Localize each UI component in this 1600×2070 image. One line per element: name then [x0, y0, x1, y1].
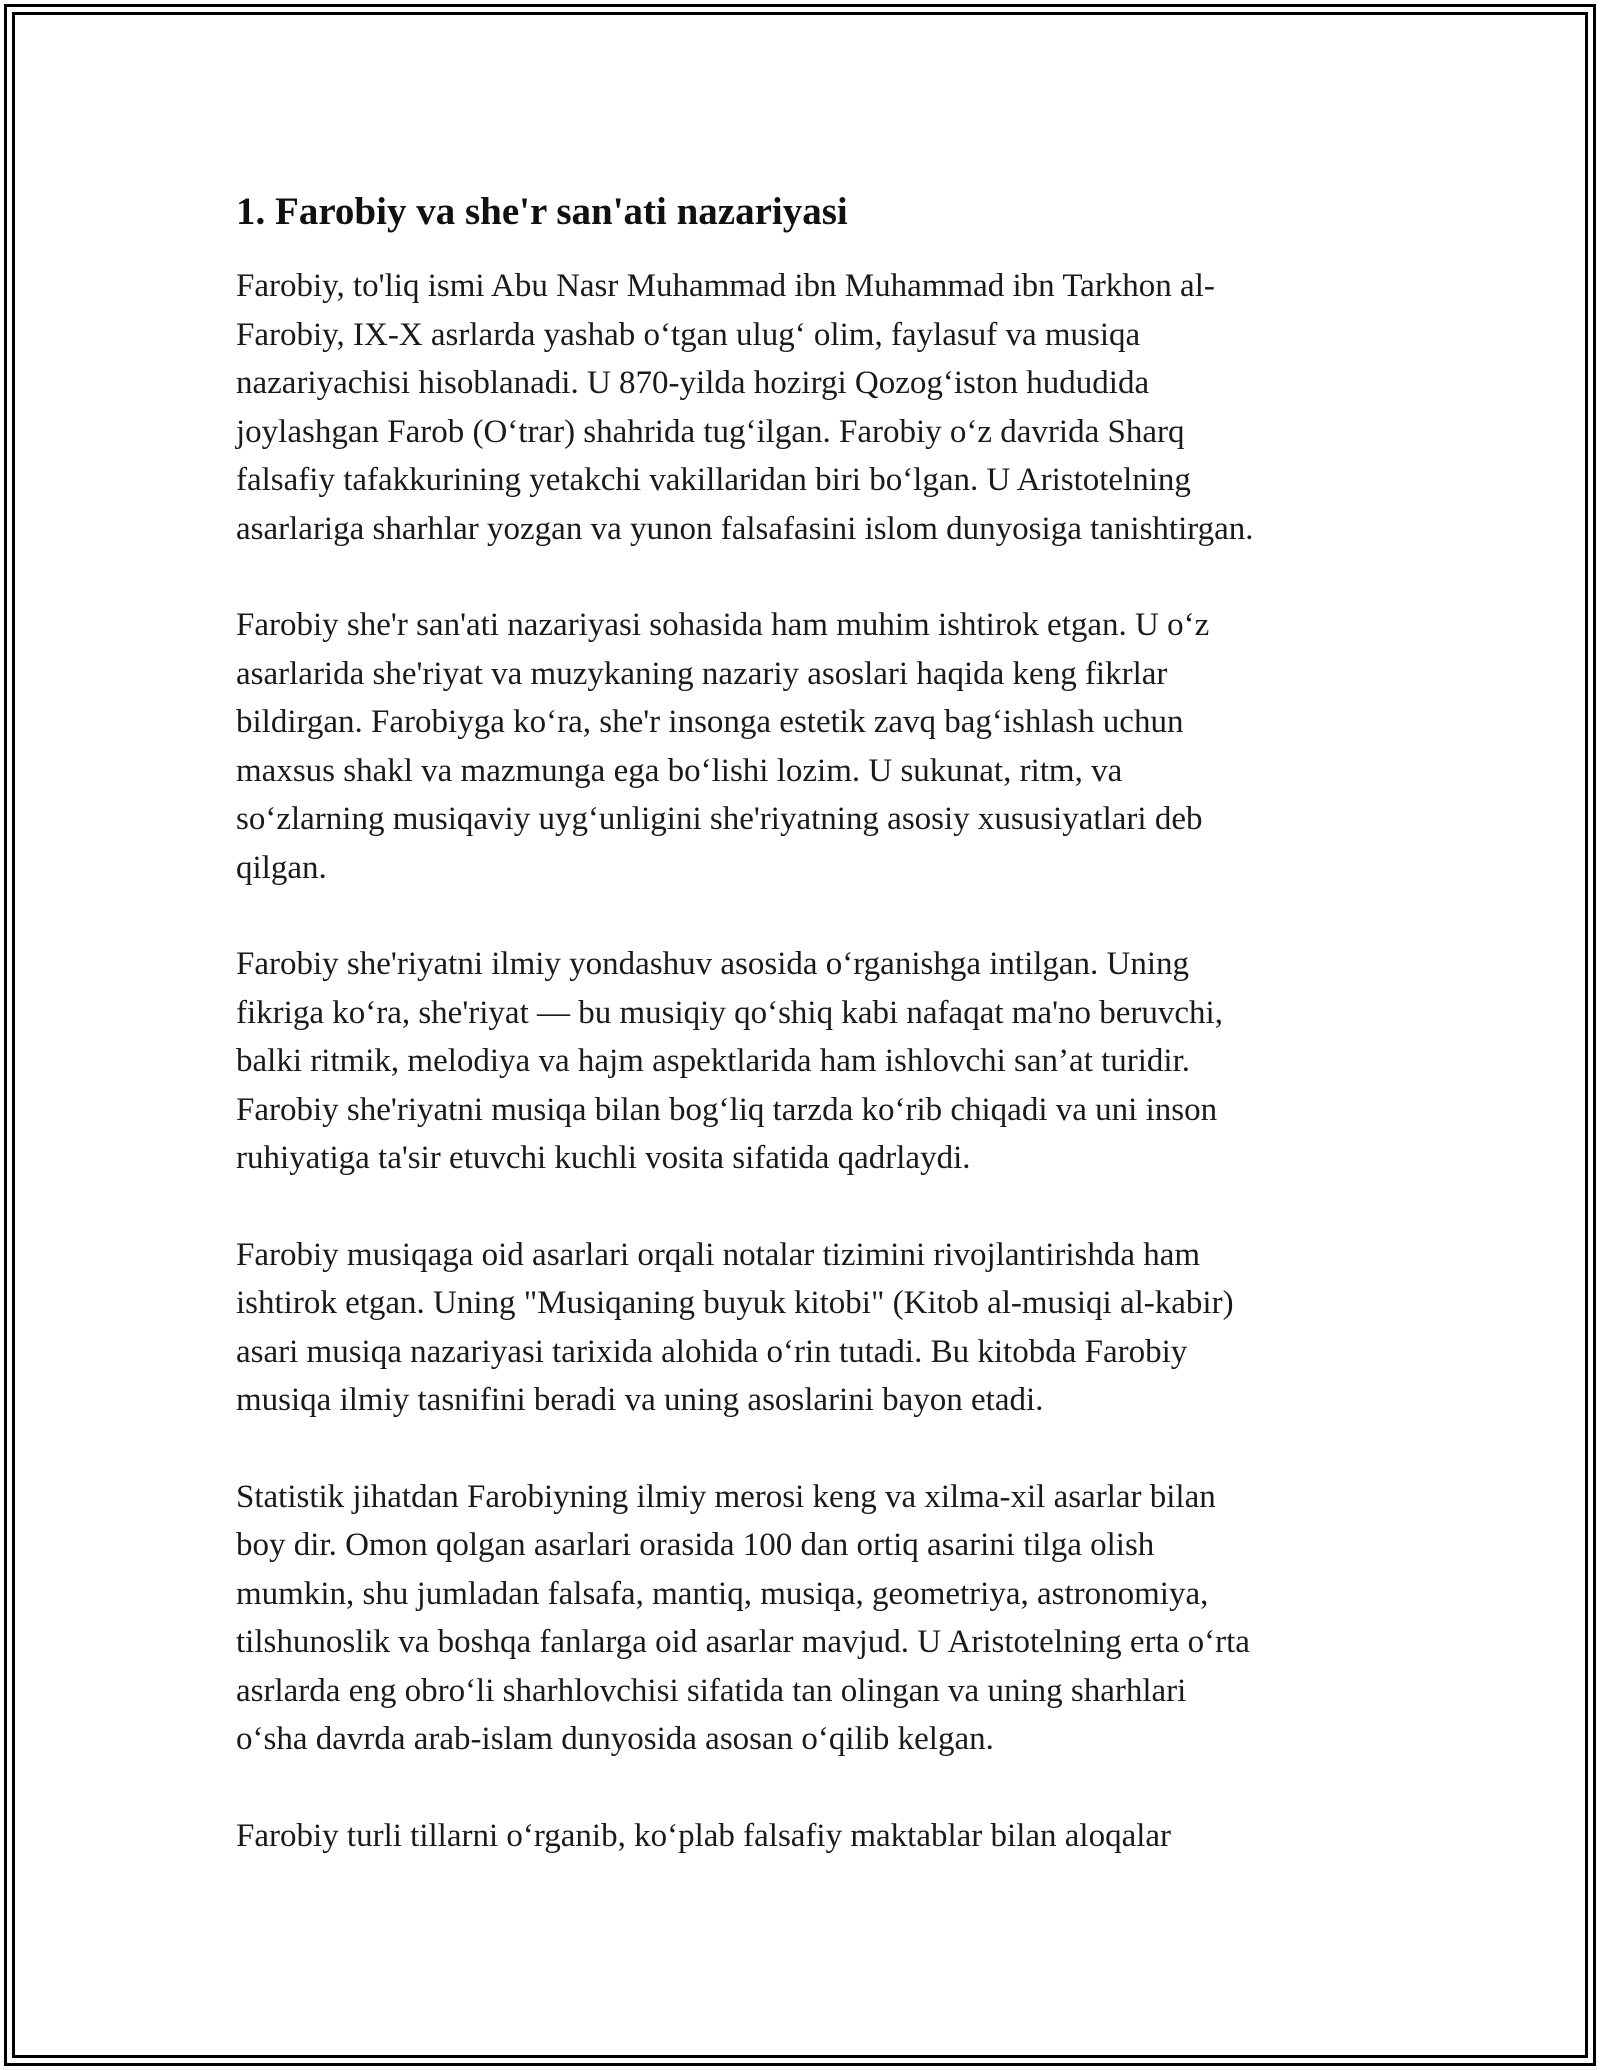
section-heading: 1. Farobiy va she'r san'ati nazariyasi — [236, 190, 848, 233]
text-line: so‘zlarning musiqaviy uyg‘unligini she'riyatning asosiy xususiyatlari deb — [236, 801, 1203, 837]
text-line: boy dir. Omon qolgan asarlari orasida 100 dan ortiq asarini tilga olish — [236, 1527, 1155, 1563]
text-line: musiqa ilmiy tasnifini beradi va uning asoslarini bayon etadi. — [236, 1382, 1044, 1418]
text-line: Farobiy turli tillarni o‘rganib, ko‘plab falsafiy maktablar bilan aloqalar — [236, 1817, 1172, 1854]
text-line: Farobiy she'riyatni ilmiy yondashuv asosida o‘rganishga intilgan. Uning — [236, 946, 1190, 982]
text-line: Farobiy she'riyatni musiqa bilan bog‘liq tarzda ko‘rib chiqadi va uni inson — [236, 1091, 1218, 1128]
text-line: ishtirok etgan. Uning "Musiqaning buyuk kitobi" (Kitob al-musiqi al-kabir) — [236, 1285, 1234, 1321]
text-line: mumkin, shu jumladan falsafa, mantiq, musiqa, geometriya, astronomiya, — [236, 1575, 1209, 1612]
text-line: o‘sha davrda arab-islam dunyosida asosan o‘qilib kelgan. — [236, 1721, 994, 1757]
paragraph-3 — [236, 940, 1396, 1183]
text-line: asari musiqa nazariyasi tarixida alohida o‘rin tutadi. Bu kitobda Farobiy — [236, 1333, 1188, 1370]
paragraph-5 — [236, 1473, 1396, 1764]
paragraph-1 — [236, 262, 1396, 553]
paragraph-6 — [236, 1812, 1396, 1861]
paragraph-2 — [236, 601, 1396, 892]
text-line: bildirgan. Farobiyga ko‘ra, she'r insonga estetik zavq bag‘ishlash uchun — [236, 704, 1184, 740]
text-line: fikriga ko‘ra, she'riyat — bu musiqiy qo‘shiq kabi nafaqat ma'no beruvchi, — [236, 994, 1223, 1031]
text-line: ruhiyatiga ta'sir etuvchi kuchli vosita sifatida qadrlaydi. — [236, 1140, 971, 1176]
text-line: maxsus shakl va mazmunga ega bo‘lishi lozim. U sukunat, ritm, va — [236, 752, 1123, 789]
text-line: Statistik jihatdan Farobiyning ilmiy merosi keng va xilma-xil asarlar bilan — [236, 1478, 1216, 1515]
text-line: balki ritmik, melodiya va hajm aspektlarida ham ishlovchi san’at turidir. — [236, 1043, 1191, 1079]
text-line: nazariyachisi hisoblanadi. U 870-yilda hozirgi Qozog‘iston hududida — [236, 365, 1150, 401]
paragraph-4 — [236, 1231, 1396, 1425]
text-line: Farobiy, IX-X asrlarda yashab o‘tgan ulug‘ olim, faylasuf va musiqa — [236, 316, 1141, 353]
text-line: asrlarda eng obro‘li sharhlovchisi sifatida tan olingan va uning sharhlari — [236, 1672, 1187, 1709]
text-line: Farobiy musiqaga oid asarlari orqali notalar tizimini rivojlantirishda ham — [236, 1236, 1201, 1273]
text-line: asarlarida she'riyat va muzykaning nazariy asoslari haqida keng fikrlar — [236, 655, 1168, 692]
document-body — [236, 188, 1396, 1908]
text-line: qilgan. — [236, 849, 327, 886]
text-line: joylashgan Farob (O‘trar) shahrida tug‘ilgan. Farobiy o‘z davrida Sharq — [236, 413, 1185, 450]
text-line: tilshunoslik va boshqa fanlarga oid asarlar mavjud. U Aristotelning erta o‘rta — [236, 1624, 1250, 1660]
text-line: Farobiy, to'liq ismi Abu Nasr Muhammad ibn Muhammad ibn Tarkhon al- — [236, 268, 1215, 304]
text-line: falsafiy tafakkurining yetakchi vakillaridan biri bo‘lgan. U Aristotelning — [236, 462, 1191, 498]
text-line: Farobiy she'r san'ati nazariyasi sohasida ham muhim ishtirok etgan. U o‘z — [236, 607, 1210, 643]
text-line: asarlariga sharhlar yozgan va yunon falsafasini islom dunyosiga tanishtirgan. — [236, 510, 1254, 547]
